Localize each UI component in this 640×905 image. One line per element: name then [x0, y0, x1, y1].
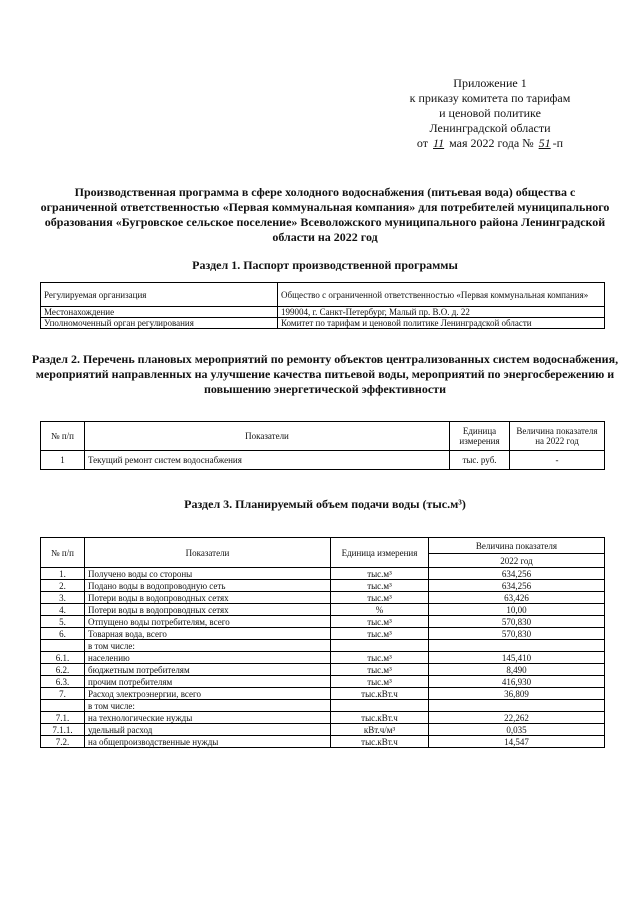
date-middle: мая 2022 года №: [449, 136, 534, 150]
passport-value: Комитет по тарифам и ценовой политике Ленинградской области: [278, 318, 605, 329]
cell-indicator: Текущий ремонт систем водоснабжения: [85, 451, 450, 470]
cell-value: [429, 700, 605, 712]
cell-unit: тыс.м³: [331, 628, 429, 640]
appendix-date: [380, 136, 600, 151]
section2-heading: Раздел 2. Перечень плановых мероприятий по ремонту объектов централизованных систем водоснабжения, мероприятий направленных на улучшение качества питьевой воды, мероприятий по энергосбережению и повышению энергетической эффективности: [31, 352, 619, 396]
table-row: [41, 307, 605, 318]
table-row: [41, 628, 605, 640]
passport-label: Местонахождение: [41, 307, 278, 318]
table-row: [41, 640, 605, 652]
cell-unit: тыс.м³: [331, 652, 429, 664]
cell-unit: кВт.ч/м³: [331, 724, 429, 736]
cell-unit: тыс.м³: [331, 568, 429, 580]
document-title: Производственная программа в сфере холодного водоснабжения (питьевая вода) общества с ограниченной ответственностью «Первая коммунальная компания» для потребителей муниципального образования «Бугровское сельское поселение» Всеволожского муниципального района Ленинградской области на 2022 год: [40, 185, 610, 244]
cell-unit: [331, 700, 429, 712]
header-value: Величина показателя: [429, 538, 605, 554]
header-unit: Единица измерения: [450, 422, 510, 451]
cell-value: 570,830: [429, 628, 605, 640]
cell-value: 10,00: [429, 604, 605, 616]
table-row: [41, 736, 605, 748]
cell-value: 570,830: [429, 616, 605, 628]
cell-indicator: на технологические нужды: [85, 712, 331, 724]
cell-indicator: на общепроизводственные нужды: [85, 736, 331, 748]
table-row: [41, 604, 605, 616]
cell-unit: тыс.м³: [331, 616, 429, 628]
cell-unit: тыс.кВт.ч: [331, 736, 429, 748]
table-row: [41, 568, 605, 580]
table-row: [41, 318, 605, 329]
cell-unit: %: [331, 604, 429, 616]
cell-value: -: [510, 451, 605, 470]
cell-num: [41, 700, 85, 712]
cell-unit: [331, 640, 429, 652]
table-row: [41, 724, 605, 736]
cell-num: 2.: [41, 580, 85, 592]
passport-label: Уполномоченный орган регулирования: [41, 318, 278, 329]
order-number: 51: [538, 136, 551, 150]
header-value: Величина показателя на 2022 год: [510, 422, 605, 451]
cell-num: 1.: [41, 568, 85, 580]
cell-unit: тыс.кВт.ч: [331, 688, 429, 700]
cell-num: 6.3.: [41, 676, 85, 688]
cell-unit: тыс.м³: [331, 676, 429, 688]
section3-heading: Раздел 3. Планируемый объем подачи воды (тыс.м³): [184, 497, 466, 511]
cell-indicator: удельный расход: [85, 724, 331, 736]
header-indicator: Показатели: [85, 422, 450, 451]
cell-indicator: Товарная вода, всего: [85, 628, 331, 640]
passport-table: [40, 282, 605, 329]
section1-heading: Раздел 1. Паспорт производственной программы: [192, 258, 458, 272]
table-row: [41, 616, 605, 628]
header-num: № п/п: [41, 422, 85, 451]
table-row: [41, 283, 605, 307]
cell-unit: тыс.м³: [331, 592, 429, 604]
table-row: [41, 652, 605, 664]
cell-unit: тыс.м³: [331, 580, 429, 592]
cell-value: 63,426: [429, 592, 605, 604]
measures-table: [40, 421, 605, 470]
cell-num: 4.: [41, 604, 85, 616]
cell-unit: тыс.м³: [331, 664, 429, 676]
cell-indicator: Потери воды в водопроводных сетях: [85, 604, 331, 616]
cell-indicator: Потери воды в водопроводных сетях: [85, 592, 331, 604]
passport-value: 199004, г. Санкт-Петербург, Малый пр. В.О. д. 22: [278, 307, 605, 318]
appendix-line: Приложение 1: [453, 76, 527, 90]
table-row: [41, 688, 605, 700]
cell-num: 6.2.: [41, 664, 85, 676]
cell-value: 634,256: [429, 568, 605, 580]
date-prefix: от: [416, 136, 429, 150]
volume-table-body: [41, 568, 605, 748]
cell-unit: тыс.кВт.ч: [331, 712, 429, 724]
table-row: [41, 451, 605, 470]
cell-num: 6.1.: [41, 652, 85, 664]
cell-num: 7.: [41, 688, 85, 700]
cell-value: 22,262: [429, 712, 605, 724]
header-year: 2022 год: [429, 554, 605, 568]
table-header-row: [41, 538, 605, 554]
volume-table: [40, 537, 605, 748]
cell-indicator: в том числе:: [85, 700, 331, 712]
cell-num: 1: [41, 451, 85, 470]
passport-value: Общество с ограниченной ответственностью «Первая коммунальная компания»: [278, 283, 605, 307]
cell-num: 7.2.: [41, 736, 85, 748]
cell-indicator: прочим потребителям: [85, 676, 331, 688]
table-row: [41, 592, 605, 604]
table-row: [41, 676, 605, 688]
header-num: № п/п: [41, 538, 85, 568]
table-row: [41, 700, 605, 712]
cell-unit: тыс. руб.: [450, 451, 510, 470]
cell-value: 145,410: [429, 652, 605, 664]
table-header-row: [41, 422, 605, 451]
cell-indicator: бюджетным потребителям: [85, 664, 331, 676]
cell-value: 416,930: [429, 676, 605, 688]
appendix-line: к приказу комитета по тарифам: [409, 91, 571, 105]
table-row: [41, 712, 605, 724]
cell-indicator: в том числе:: [85, 640, 331, 652]
cell-indicator: Получено воды со стороны: [85, 568, 331, 580]
cell-value: 36,809: [429, 688, 605, 700]
header-unit: Единица измерения: [331, 538, 429, 568]
passport-label: Регулируемая организация: [41, 283, 278, 307]
cell-num: [41, 640, 85, 652]
appendix-line: Ленинградской области: [429, 121, 551, 135]
date-suffix: -п: [552, 136, 564, 150]
cell-indicator: Отпущено воды потребителям, всего: [85, 616, 331, 628]
cell-value: 0,035: [429, 724, 605, 736]
cell-num: 7.1.1.: [41, 724, 85, 736]
header-indicator: Показатели: [85, 538, 331, 568]
cell-indicator: населению: [85, 652, 331, 664]
table-row: [41, 580, 605, 592]
cell-value: [429, 640, 605, 652]
cell-num: 6.: [41, 628, 85, 640]
cell-indicator: Расход электроэнергии, всего: [85, 688, 331, 700]
date-day: 11: [433, 136, 445, 150]
appendix-header: [380, 76, 600, 151]
cell-indicator: Подано воды в водопроводную сеть: [85, 580, 331, 592]
table-row: [41, 664, 605, 676]
cell-num: 7.1.: [41, 712, 85, 724]
cell-num: 5.: [41, 616, 85, 628]
appendix-line: и ценовой политике: [439, 106, 541, 120]
cell-num: 3.: [41, 592, 85, 604]
cell-value: 14,547: [429, 736, 605, 748]
cell-value: 634,256: [429, 580, 605, 592]
cell-value: 8,490: [429, 664, 605, 676]
